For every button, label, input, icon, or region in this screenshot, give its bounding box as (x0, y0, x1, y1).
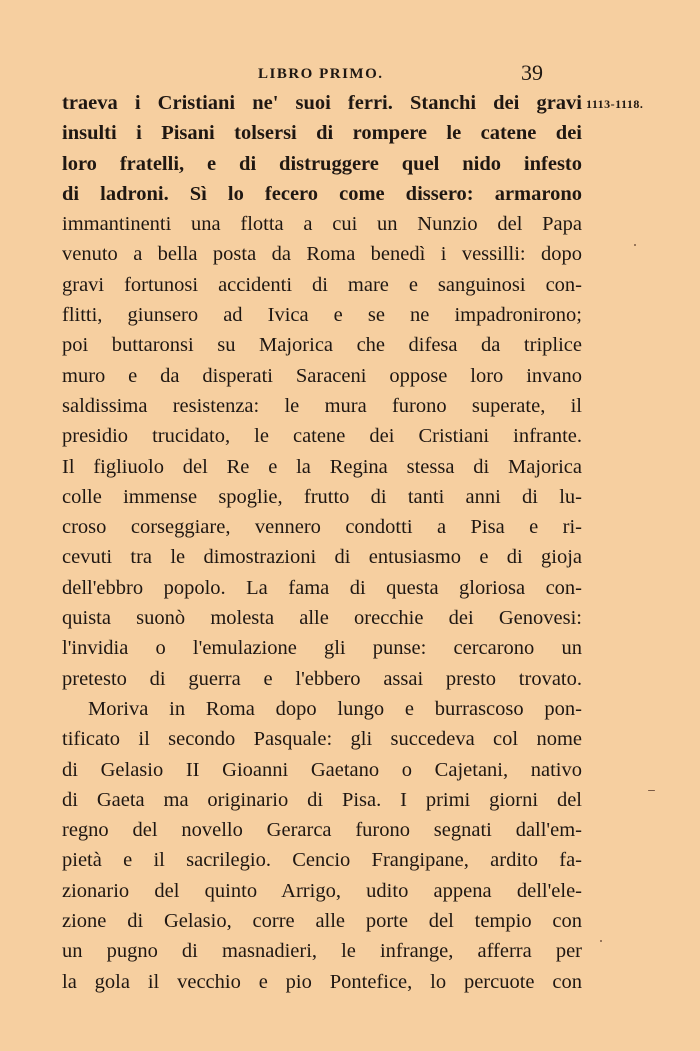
text-line: zionario del quinto Arrigo, udito appena dell'ele- (62, 879, 582, 902)
text-line: immantinenti una flotta a cui un Nunzio del Papa (62, 213, 582, 236)
text-line: poi buttaronsi su Majorica che difesa da triplice (62, 334, 582, 357)
text-line: flitti, giunsero ad Ivica e se ne impadronirono; (62, 304, 582, 327)
text-line: regno del novello Gerarca furono segnati dall'em- (62, 819, 582, 842)
margin-mark (600, 940, 602, 942)
text-line: insulti i Pisani tolsersi di rompere le catene dei (62, 122, 582, 145)
margin-date-note: 1113-1118. (586, 97, 644, 111)
text-line: colle immense spoglie, frutto di tanti anni di lu- (62, 485, 582, 508)
text-line: dell'ebbro popolo. La fama di questa gloriosa con- (62, 576, 582, 599)
text-line: un pugno di masnadieri, le infrange, afferra per (62, 940, 582, 963)
text-line: Moriva in Roma dopo lungo e burrascoso pon- (88, 697, 582, 720)
text-line: l'invidia o l'emulazione gli punse: cercarono un (62, 637, 582, 660)
text-line: di Gelasio II Gioanni Gaetano o Cajetani, nativo (62, 758, 582, 781)
text-line: croso corseggiare, vennero condotti a Pisa e ri- (62, 516, 582, 539)
text-line: pretesto di guerra e l'ebbero assai presto trovato. (62, 667, 582, 690)
text-line: muro e da disperati Saraceni oppose loro invano (62, 364, 582, 387)
running-title: LIBRO PRIMO. (258, 66, 384, 82)
text-line: quista suonò molesta alle orecchie dei Genovesi: (62, 607, 582, 630)
margin-mark (648, 790, 655, 791)
text-line: di Gaeta ma originario di Pisa. I primi giorni del (62, 788, 582, 811)
margin-mark (634, 244, 636, 246)
text-line: traeva i Cristiani ne' suoi ferri. Stanchi dei gravi (62, 92, 582, 114)
page-header (62, 60, 582, 90)
text-line: di ladroni. Sì lo fecero come dissero: armarono (62, 182, 582, 205)
text-line: tificato il secondo Pasquale: gli succedeva col nome (62, 728, 582, 751)
text-line: saldissima resistenza: le mura furono superate, il (62, 394, 582, 417)
text-line: presidio trucidato, le catene dei Cristiani infrante. (62, 425, 582, 448)
text-line: loro fratelli, e di distruggere quel nido infesto (62, 152, 582, 175)
page-number: 39 (521, 60, 543, 85)
text-line: cevuti tra le dimostrazioni di entusiasmo e di gioja (62, 546, 582, 569)
text-line: Il figliuolo del Re e la Regina stessa di Majorica (62, 455, 582, 478)
text-line: la gola il vecchio e pio Pontefice, lo percuote con (62, 970, 582, 993)
body-text (62, 88, 582, 997)
text-line: venuto a bella posta da Roma benedì i vessilli: dopo (62, 243, 582, 266)
text-line: pietà e il sacrilegio. Cencio Frangipane, ardito fa- (62, 849, 582, 872)
text-line: zione di Gelasio, corre alle porte del tempio con (62, 910, 582, 933)
text-line: gravi fortunosi accidenti di mare e sanguinosi con- (62, 273, 582, 296)
